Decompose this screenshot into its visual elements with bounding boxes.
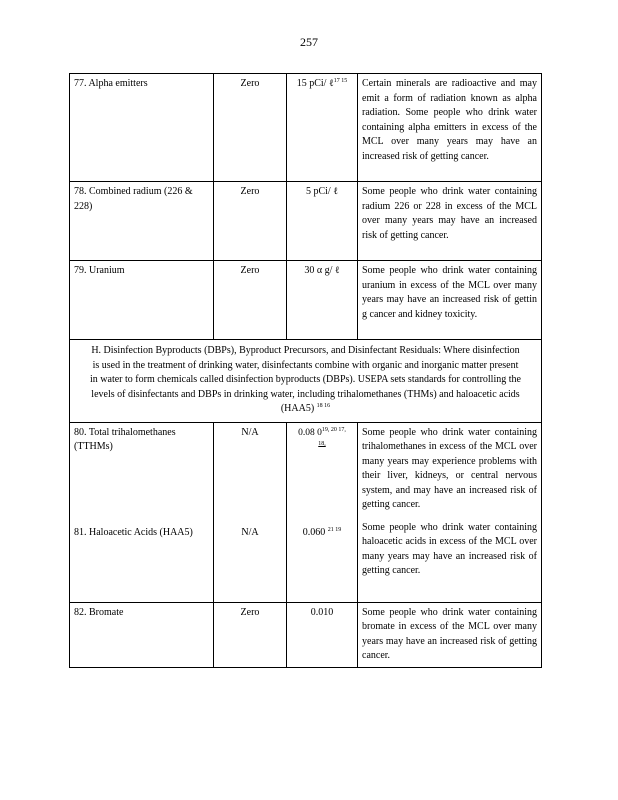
contaminant-table	[69, 73, 542, 668]
contaminant-cell: 82. Bromate	[70, 602, 214, 667]
table-row	[70, 422, 542, 602]
section-h-cell	[70, 340, 542, 423]
footnote-ref: 17 15	[333, 78, 348, 84]
mclg-cell: Zero	[214, 602, 287, 667]
mclg-cell: Zero	[214, 182, 287, 261]
footnote-ref: 18,	[318, 441, 326, 447]
mcl-81	[291, 526, 353, 541]
health-effects-cell: Some people who drink water containing radium 226 or 228 in excess of the MCL over many years may have an increased risk of getting cancer.	[358, 182, 542, 261]
mcl-value: 0.08 0	[298, 427, 322, 438]
table-row	[70, 602, 542, 667]
mclg-cell: Zero	[214, 74, 287, 182]
section-h-text: H. Disinfection Byproducts (DBPs), Byproduct Precursors, and Disinfectant Residuals: Where disinfection is used in the treatment of drinking water, disinfectants combine with organic and inorganic matter present in water to form chemicals called disinfection byproducts (DBPs). USEPA sets standards for controlling the levels of disinfectants and DBPs in drinking water, including trihalomethanes (THMs) and haloacetic acids (HAA5)	[90, 345, 521, 414]
health-effects-cell: Some people who drink water containing uranium in excess of the MCL over many years may have an increased risk of gettin g cancer and kidney toxicity.	[358, 261, 542, 340]
health-effects-cell: Some people who drink water containing bromate in excess of the MCL over many years may have an increased risk of getting cancer.	[358, 602, 542, 667]
effects-80: Some people who drink water containing trihalomethanes in excess of the MCL over many years may experience problems with their liver, kidneys, or central nervous system, and may have an increased risk of getting cancer.	[362, 426, 537, 510]
contaminant-cell: 78. Combined radium (226 & 228)	[70, 182, 214, 261]
contaminant-cell	[70, 422, 214, 602]
footnote-ref: 18 16	[316, 403, 331, 409]
contaminant-cell: 79. Uranium	[70, 261, 214, 340]
table-row	[70, 261, 542, 340]
table-row	[70, 182, 542, 261]
mclg-80: N/A	[241, 426, 259, 438]
mcl-value: 15 pCi/ ℓ	[296, 78, 334, 89]
table-row	[70, 74, 542, 182]
contaminant-80: 80. Total trihalomethanes (TTHMs)	[74, 426, 176, 452]
mcl-cell: 5 pCi/ ℓ	[287, 182, 358, 261]
mcl-cell	[287, 422, 358, 602]
footnote-ref: 21 19	[327, 526, 342, 533]
contaminant-cell: 77. Alpha emitters	[70, 74, 214, 182]
mcl-cell: 0.010	[287, 602, 358, 667]
effects-81: Some people who drink water containing haloacetic acids in excess of the MCL over many years may have an increased risk of getting cancer.	[362, 521, 537, 576]
section-row	[70, 340, 542, 423]
mclg-cell: Zero	[214, 261, 287, 340]
mcl-value: 0.060	[302, 526, 326, 538]
mcl-cell: 30 α g/ ℓ	[287, 261, 358, 340]
contaminant-81: 81. Haloacetic Acids (HAA5)	[74, 526, 193, 538]
page-number: 257	[300, 35, 318, 49]
mclg-cell	[214, 422, 287, 602]
health-effects-cell: Certain minerals are radioactive and may emit a form of radiation known as alpha radiation. Some people who drink water containing alpha emitters in excess of the MCL over many years may have an increased risk of getting cancer.	[358, 74, 542, 182]
mcl-cell	[287, 74, 358, 182]
mcl-80	[291, 426, 353, 526]
health-effects-cell	[358, 422, 542, 602]
footnote-ref: 19, 20 17,	[321, 426, 346, 433]
mclg-81: N/A	[241, 526, 259, 538]
